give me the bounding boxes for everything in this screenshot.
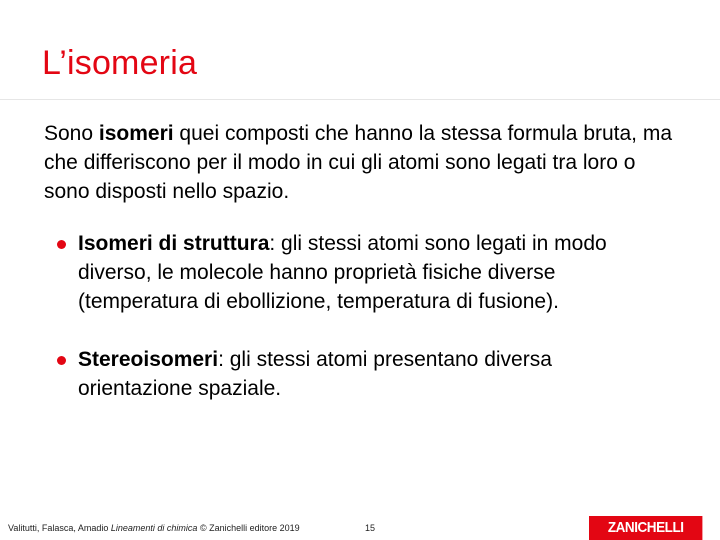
slide-title: L’isomeria bbox=[42, 44, 198, 82]
bullet-text: : gli stessi atomi sono legati in modo diverso, le molecole hanno proprietà fisiche diverse (temperatura di ebollizione, temperatura di fusione). bbox=[78, 232, 607, 313]
footer-book-title: Lineamenti di chimica bbox=[110, 523, 198, 533]
bullet-term: Isomeri di struttura bbox=[78, 232, 270, 255]
page-number: 15 bbox=[365, 523, 376, 533]
intro-prefix: Sono bbox=[44, 122, 99, 145]
intro-suffix: quei composti che hanno la stessa formula bruta, ma che differiscono per il modo in cui gli atomi sono legati tra loro o sono disposti nello spazio. bbox=[44, 122, 673, 203]
red-dot-icon bbox=[57, 356, 66, 365]
publisher-logo: ZANICHELLI bbox=[589, 516, 702, 540]
footer-publisher: © Zanichelli editore 2019 bbox=[197, 523, 300, 533]
bullet-term: Stereoisomeri bbox=[78, 348, 219, 371]
intro-paragraph bbox=[44, 119, 684, 206]
bullet-text: : gli stessi atomi presentano diversa orientazione spaziale. bbox=[78, 348, 552, 400]
footer-authors: Valitutti, Falasca, Amadio bbox=[8, 523, 111, 533]
bullet-item-stereoisomers bbox=[44, 345, 644, 403]
title-divider bbox=[0, 99, 720, 100]
red-dot-icon bbox=[57, 240, 66, 249]
footer-credits bbox=[8, 523, 300, 533]
bullet-item-structural-isomers bbox=[44, 229, 644, 316]
intro-bold-term: isomeri bbox=[98, 122, 174, 145]
bullet-list bbox=[44, 229, 644, 432]
